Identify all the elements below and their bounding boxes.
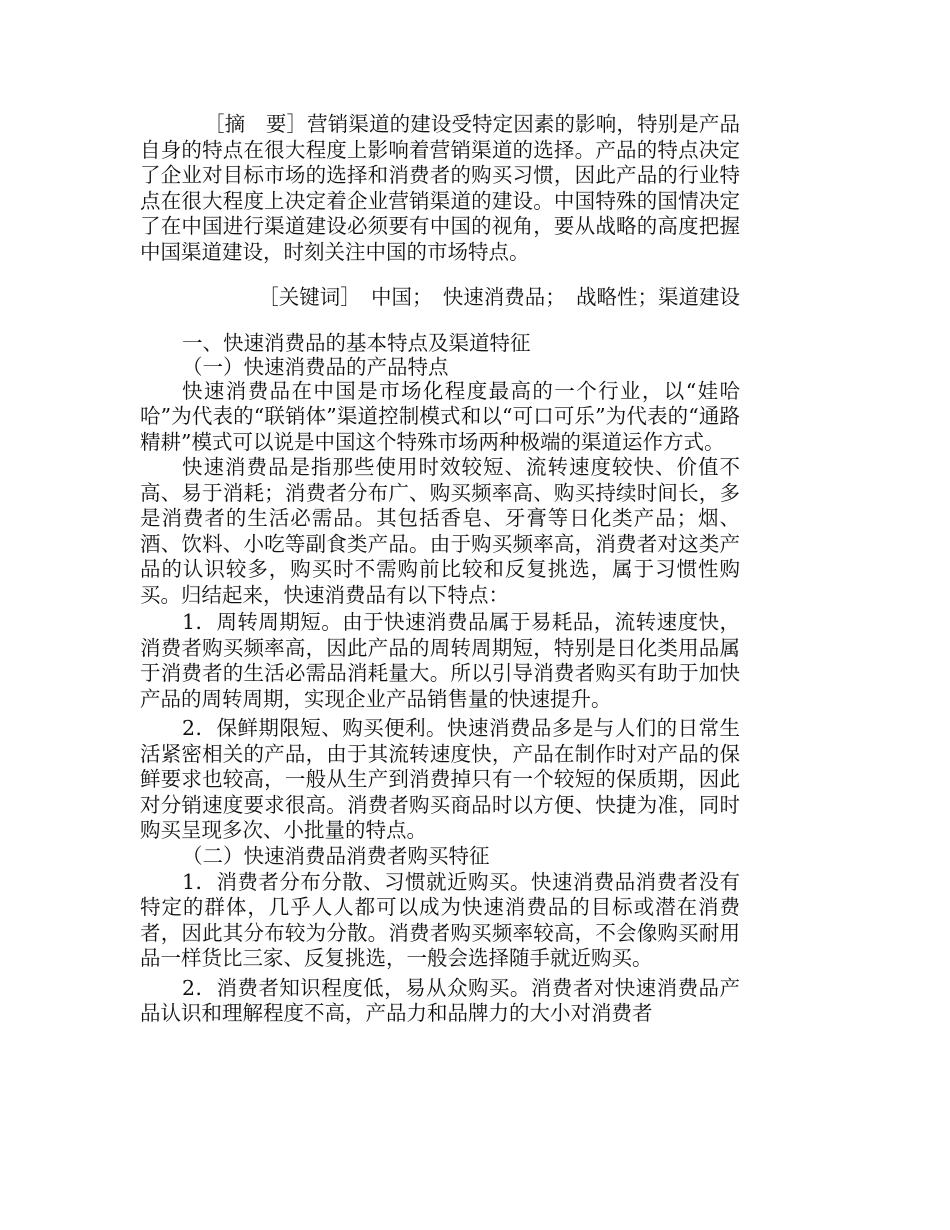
body-paragraph-2: 快速消费品是指那些使用时效较短、流转速度较快、价值不高、易于消耗；消费者分布广、购买频率高、购买持续时间长，多是消费者的生活必需品。其包括香皂、牙膏等日化类产品；烟、酒、饮料、小吃等副食类产品。由于购买频率高，消费者对这类产品的认识较多，购买时不需购前比较和反复挑选，属于习惯性购买。归结起来，快速消费品有以下特点： <box>140 455 740 607</box>
body-paragraph-1: 快速消费品在中国是市场化程度最高的一个行业，以“娃哈哈”为代表的“联销体”渠道控制模式和以“可口可乐”为代表的“通路精耕”模式可以说是中国这个特殊市场两种极端的渠道运作方式。 <box>140 378 740 454</box>
keywords-line: ［关键词］ 中国； 快速消费品； 战略性；渠道建设 <box>258 285 740 309</box>
numbered-item-4: 2．消费者知识程度低，易从众购买。消费者对快速消费品产品认识和理解程度不高，产品力和品牌力的大小对消费者 <box>140 975 740 1025</box>
numbered-item-1: 1．周转周期短。由于快速消费品属于易耗品，流转速度快，消费者购买频率高，因此产品的周转周期短，特别是日化类用品属于消费者的生活必需品消耗量大。所以引导消费者购买有助于加快产品的周转周期，实现企业产品销售量的快速提升。 <box>140 610 740 711</box>
subsection-heading-1: （一）快速消费品的产品特点 <box>182 354 449 379</box>
numbered-item-2: 2．保鲜期限短、购买便利。快速消费品多是与人们的日常生活紧密相关的产品，由于其流转速度快，产品在制作时对产品的保鲜要求也较高，一般从生产到消费掉只有一个较短的保质期，因此对分销速度要求很高。消费者购买商品时以方便、快捷为准，同时购买呈现多次、小批量的特点。 <box>140 716 740 842</box>
subsection-heading-2: （二）快速消费品消费者购买特征 <box>182 843 490 868</box>
abstract-paragraph: ［摘 要］营销渠道的建设受特定因素的影响，特别是产品自身的特点在很大程度上影响着营销渠道的选择。产品的特点决定了企业对目标市场的选择和消费者的购买习惯，因此产品的行业特点在很大程度上决定着企业营销渠道的建设。中国特殊的国情决定了在中国进行渠道建设必须要有中国的视角，要从战略的高度把握中国渠道建设，时刻关注中国的市场特点。 <box>140 112 740 264</box>
document-page <box>140 112 740 1027</box>
numbered-item-3: 1．消费者分布分散、习惯就近购买。快速消费品消费者没有特定的群体，几乎人人都可以成为快速消费品的目标或潜在消费者，因此其分布较为分散。消费者购买频率较高，不会像购买耐用品一样货比三家、反复挑选，一般会选择随手就近购买。 <box>140 869 740 970</box>
section-heading: 一、快速消费品的基本特点及渠道特征 <box>182 330 531 355</box>
